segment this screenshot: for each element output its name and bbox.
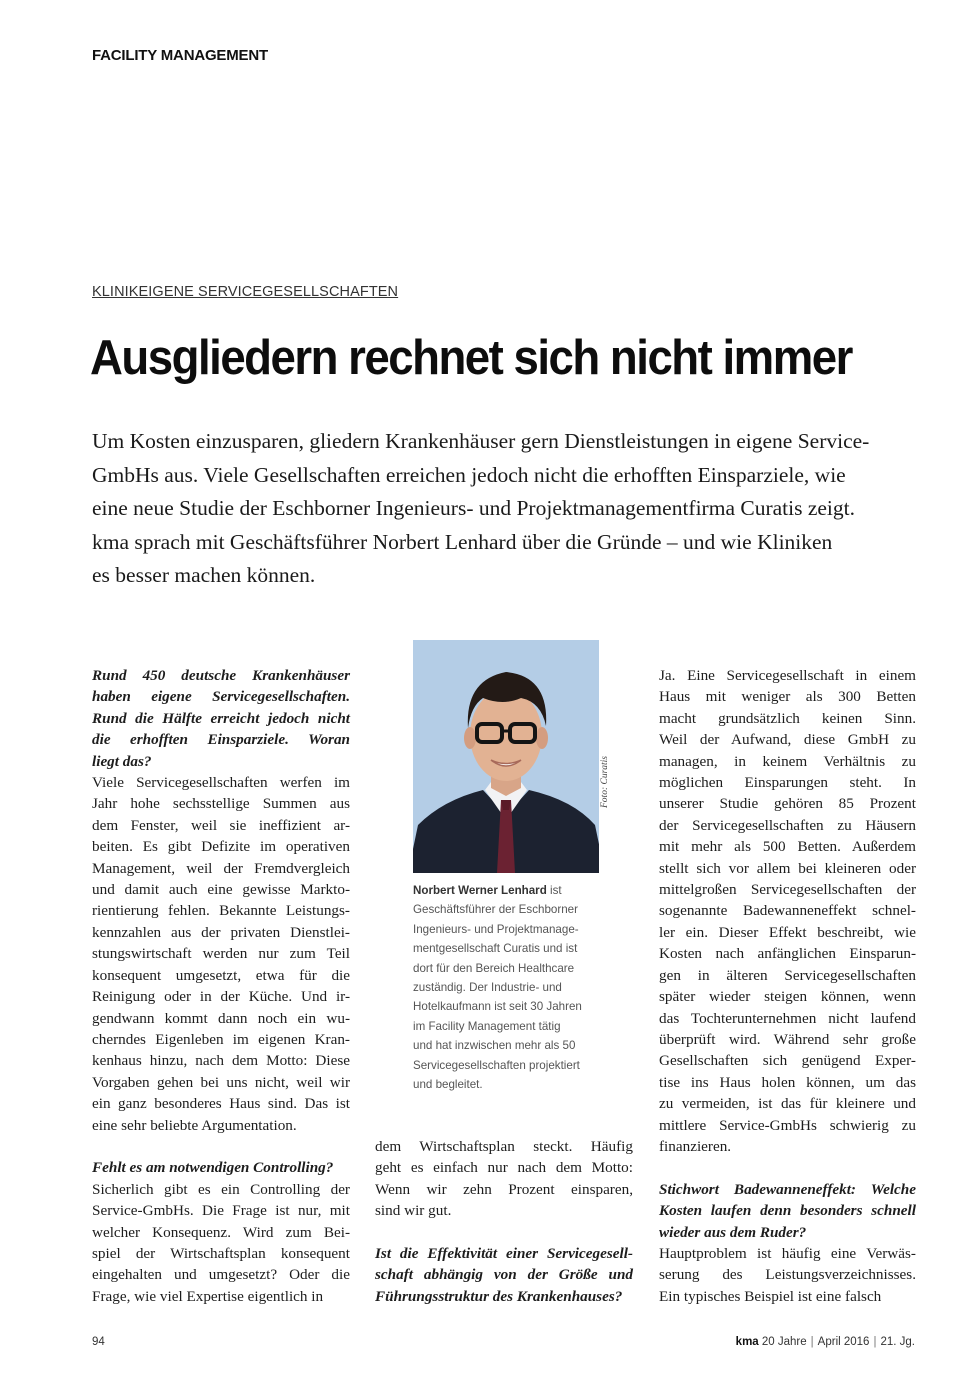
text-line: ler ein. Dieser Effekt beschreibt, wie [659,923,916,941]
answer-1 [92,772,350,1136]
text-line: managen, in keinem Verhältnis zu [659,752,916,770]
text-line: im Facility Management tätig [413,1019,561,1033]
text-line: mit mehr als 500 Betten. Außerdem [659,838,916,856]
text-line: macht grundsätzlich keinen Sinn. [659,709,916,727]
kicker: KLINIKEIGENE SERVICEGESELLSCHAFTEN [92,284,399,300]
portrait-photo [413,640,599,873]
text-line: Hauptproblem ist häufig eine Verwäs- [659,1244,916,1262]
text-line: wieder aus dem Ruder? [659,1223,807,1241]
text-line: stungswirtschaft werden nur zum Teil [92,945,350,963]
caption-name: Norbert Werner Lenhard [413,884,547,897]
text-line: Servicegesellschaften projektiert [413,1058,580,1072]
footer-volume: 21. Jg. [880,1336,915,1348]
text-line: tise ins Haus holen können, um das [659,1073,916,1091]
photo-credit: Foto: Curatis [600,756,610,808]
text-line: haben eigene Servicegesellschaften. [92,688,350,706]
text-line: rientierung fehlen. Bekannte Leistungs- [92,902,350,920]
text-line: gen in älteren Servicegesellschaften [659,966,916,984]
footer-brand: kma [735,1336,759,1348]
text-line: Weil der Aufwand, diese GmbH zu [659,731,916,749]
column-1 [92,665,350,1307]
text-line: dem Wirtschaftsplan steckt. Häufig [375,1138,633,1155]
intro [92,425,922,593]
question-2 [92,1157,350,1178]
text-line: zu vermeiden, ist das für kleinere und [659,1095,916,1113]
answer-4 [659,1243,916,1307]
text-line: die erhofften Einsparziele. Woran [92,731,350,749]
text-line: Vorgaben gehen bei uns nicht, weil wir [92,1073,350,1091]
text-line: welcher Konsequenz. Wird zum Bei- [92,1223,350,1241]
text-line: und begleitet. [413,1078,483,1092]
text-line: sogenannte Badewanneneffekt schnel- [659,902,916,920]
text-line: Wenn wir zehn Prozent einsparen, [375,1180,633,1198]
text-line: beiten. Es gibt Defizite im operativen [92,838,350,856]
text-line: Gesellschaften sich genügend Exper- [659,1052,916,1070]
text-line: eine sehr beliebte Argumentation. [92,1116,297,1134]
answer-2 [92,1179,350,1307]
text-line: kenhaus hinzu, nach dem Motto: Diese [92,1052,350,1070]
footer-date: April 2016 [817,1336,870,1348]
text-line: Ja. Eine Servicegesellschaft in einem [659,667,916,684]
text-line: Reinigung oder in der Küche. Und ir- [92,988,350,1006]
text-line: finanzieren. [659,1137,732,1155]
text-line: Stichwort Badewanneneffekt: Welche [659,1180,916,1198]
column-3 [659,665,916,1307]
text-line: unserer Studie gehören 85 Prozent [659,795,916,813]
text-line: Fehlt es am notwendigen Controlling? [92,1159,334,1177]
text-line: Kosten laufen denn besonders schnell [659,1202,916,1220]
text-line: dort für den Bereich Healthcare [413,961,575,975]
text-line: sind wir gut. [375,1202,452,1220]
section-label: FACILITY MANAGEMENT [92,47,268,64]
answer-3 [659,665,916,1157]
text-line: eingehalten und umgesetzt? Oder die [92,1266,350,1284]
text-line: Frage, wie viel Expertise eigentlich in [92,1287,324,1305]
text-line: Hotelkaufmann ist seit 30 Jahren [413,1000,582,1014]
text-line: das Tochterunternehmen nicht laufend [659,1009,916,1027]
column-2 [375,1136,633,1307]
text-line: Jahr hohe sechsstellige Summen aus [92,795,350,813]
text-line: kennzahlen aus der privaten Dienstlei- [92,923,350,941]
text-line: und hat inzwischen mehr als 50 [413,1039,576,1053]
text-line: Sicherlich gibt es ein Controlling der [92,1180,350,1198]
text-line: mittlere Service-GmbHs schwierig zu [659,1116,916,1134]
text-line: serung des Leistungsverzeichnisses. [659,1266,916,1284]
text-line: Ingenieurs- und Projektmanage- [413,922,579,936]
text-line: GmbHs aus. Viele Gesellschaften erreichen jedoch nicht die erhofften Einsparziele, wie [92,462,846,487]
text-line: Viele Servicegesellschaften werfen im [92,774,350,792]
text-line: ist [546,884,562,897]
text-line: eine neue Studie der Eschborner Ingenieurs- und Projektmanagementfirma Curatis zeigt. [92,496,855,520]
caption-text [413,884,603,1094]
text-line: kma sprach mit Geschäftsführer Norbert Lenhard über die Gründe – und wie Kliniken [92,529,833,554]
text-line: Ist die Effektivität einer Servicegesell- [375,1245,633,1263]
photo-caption [413,881,603,1094]
text-line: liegt das? [92,752,152,770]
text-line: cherndes Eigenleben im eigenen Kran- [92,1030,350,1048]
text-line: mentgesellschaft Curatis und ist [413,942,578,956]
text-line: Geschäftsführer der Eschborner [413,903,578,917]
text-line: es besser machen können. [92,563,316,587]
text-line: später wieder steigen können, wenn [659,988,916,1006]
text-line: Service-GmbHs. Die Frage ist nur, mit [92,1202,350,1220]
text-line: Ein typisches Beispiel ist eine falsch [659,1287,882,1305]
text-line: konsequent umgesetzt, etwa für die [92,966,350,984]
text-line: der Servicegesellschaften zu Häusern [659,816,916,834]
text-line: spiel der Wirtschaftsplan konsequent [92,1244,350,1262]
text-line: Haus mit weniger als 300 Betten [659,688,916,706]
portrait-illustration [413,640,599,873]
text-line: mittelgroßen Servicegesellschaften der [659,881,916,899]
text-line: Rund die Hälfte erreicht jedoch nicht [92,709,350,727]
text-line: Um Kosten einzusparen, gliedern Krankenhäuser gern Dienstleistungen in eigene Service- [92,429,870,453]
page-number: 94 [92,1336,105,1348]
text-line: dem Fenster, weil sie ineffizient ar- [92,816,350,834]
text-line: möglichen Einsparungen steht. In [659,774,916,792]
text-line: geht es einfach nur nach dem Motto: [375,1159,633,1177]
answer-2-continued [375,1136,633,1222]
question-3 [375,1243,633,1307]
text-line: ein ganz besonderes Haus sind. Das ist [92,1095,350,1113]
text-line: schaft abhängig von der Größe und [375,1266,633,1284]
footer-edition: 20 Jahre [761,1336,807,1348]
text-line: überprüft wird. Während sehr große [659,1030,916,1048]
question-1 [92,665,350,772]
headline: Ausgliedern rechnet sich nicht immer [90,331,852,385]
text-line: Kosten nach anfänglichen Einsparun- [659,945,916,963]
text-line: gendwann kommt dann noch ein wu- [92,1009,350,1027]
text-line: Rund 450 deutsche Krankenhäuser [92,667,350,684]
question-4 [659,1179,916,1243]
footer-info: kma 20 Jahre | April 2016 | 21. Jg. [735,1336,915,1348]
text-line: Führungsstruktur des Krankenhauses? [375,1287,623,1305]
text-line: und damit auch eine gewisse Markto- [92,881,350,899]
text-line: zuständig. Der Industrie- und [413,981,562,995]
text-line: Management, weil der Fremdvergleich [92,859,350,877]
text-line: stellt sich vor allem bei kleineren oder [659,859,916,877]
